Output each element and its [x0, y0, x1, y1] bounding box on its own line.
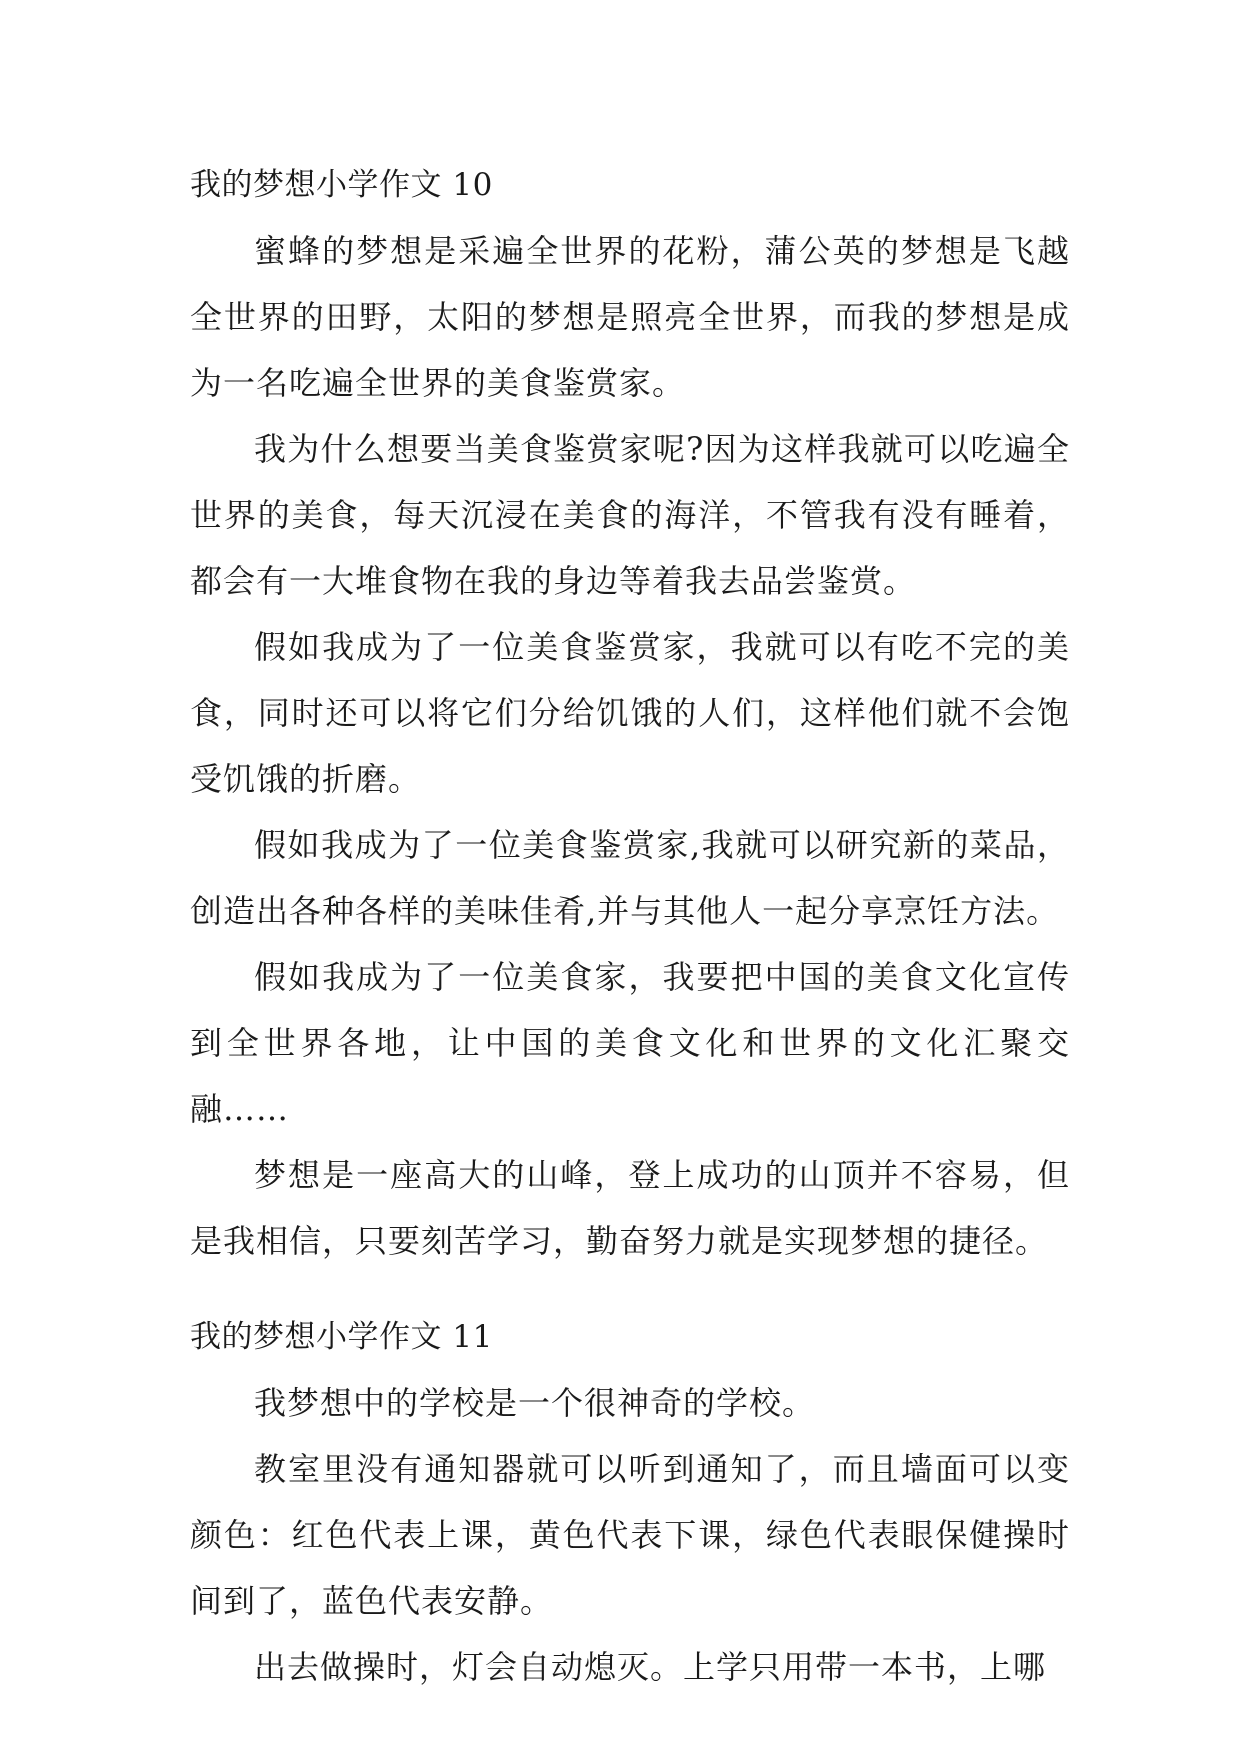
paragraph: 教室里没有通知器就可以听到通知了，而且墙面可以变颜色：红色代表上课，黄色代表下课，绿色代表眼保健操时间到了，蓝色代表安静。	[190, 1450, 1070, 1620]
paragraph: 梦想是一座高大的山峰，登上成功的山顶并不容易，但是我相信，只要刻苦学习，勤奋努力就是实现梦想的捷径。	[190, 1156, 1070, 1260]
essay-title: 我的梦想小学作文 10	[190, 167, 493, 203]
paragraph: 我为什么想要当美食鉴赏家呢?因为这样我就可以吃遍全世界的美食，每天沉浸在美食的海洋，不管我有没有睡着，都会有一大堆食物在我的身边等着我去品尝鉴赏。	[190, 430, 1070, 600]
paragraph: 假如我成为了一位美食鉴赏家，我就可以有吃不完的美食，同时还可以将它们分给饥饿的人们，这样他们就不会饱受饥饿的折磨。	[190, 628, 1070, 798]
paragraph: 蜜蜂的梦想是采遍全世界的花粉，蒲公英的梦想是飞越全世界的田野，太阳的梦想是照亮全世界，而我的梦想是成为一名吃遍全世界的美食鉴赏家。	[190, 232, 1070, 402]
paragraph: 假如我成为了一位美食鉴赏家,我就可以研究新的菜品，创造出各种各样的美味佳肴,并与其他人一起分享烹饪方法。	[190, 826, 1070, 930]
essay-section-10	[190, 152, 1070, 1274]
essay-section-11	[190, 1304, 1070, 1700]
paragraph: 我梦想中的学校是一个很神奇的学校。	[254, 1384, 816, 1422]
essay-title: 我的梦想小学作文 11	[190, 1319, 493, 1355]
paragraph: 出去做操时，灯会自动熄灭。上学只用带一本书，上哪	[254, 1648, 1047, 1686]
document-page	[190, 152, 1070, 1700]
paragraph: 假如我成为了一位美食家，我要把中国的美食文化宣传到全世界各地，让中国的美食文化和世界的文化汇聚交融……	[190, 958, 1070, 1128]
